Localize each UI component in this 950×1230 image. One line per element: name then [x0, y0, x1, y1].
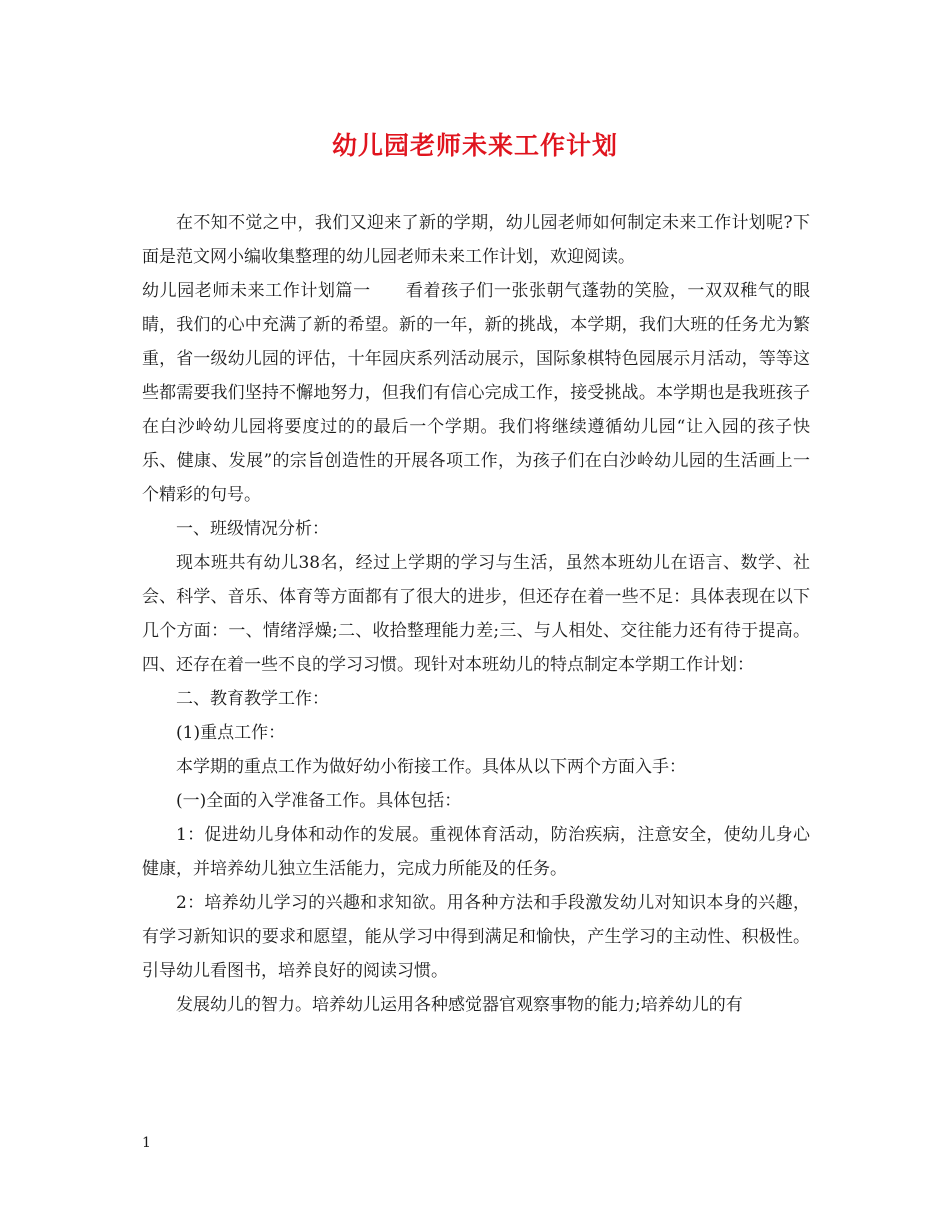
- page-number: 1: [142, 1135, 151, 1151]
- paragraph-plan-one: 幼儿园老师未来工作计划篇一 看着孩子们一张张朝气蓬勃的笑脸，一双双稚气的眼睛，我们的心中充满了新的希望。新的一年，新的挑战，本学期，我们大班的任务尤为繁重，省一级幼儿园的评估，十年园庆系列活动展示，国际象棋特色园展示月活动，等等这些都需要我们坚持不懈地努力，但我们有信心完成工作，接受挑战。本学期也是我班孩子在白沙岭幼儿园将要度过的的最后一个学期。我们将继续遵循幼儿园“让入园的孩子快乐、健康、发展”的宗旨创造性的开展各项工作，为孩子们在白沙岭幼儿园的生活画上一个精彩的句号。: [142, 281, 810, 505]
- paragraph-intelligence: 发展幼儿的智力。培养幼儿运用各种感觉器官观察事物的能力;培养幼儿的有: [176, 995, 743, 1015]
- heading-key-work: (1)重点工作：: [176, 723, 286, 743]
- list-item: 2：培养幼儿学习的兴趣和求知欲。用各种方法和手段激发幼儿对知识本身的兴趣，有学习新知识的要求和愿望，能从学习中得到满足和愉快，产生学习的主动性、积极性。引导幼儿看图书，培养良好的阅读习惯。: [142, 893, 810, 981]
- paragraph-key-work: 本学期的重点工作为做好幼小衔接工作。具体从以下两个方面入手：: [176, 757, 686, 777]
- heading-class-analysis: 一、班级情况分析：: [176, 519, 329, 539]
- heading-teaching-work: 二、教育教学工作：: [176, 689, 329, 709]
- list-item: 1：促进幼儿身体和动作的发展。重视体育活动，防治疾病，注意安全，使幼儿身心健康，并培养幼儿独立生活能力，完成力所能及的任务。: [142, 825, 810, 879]
- document-body: [142, 206, 810, 1022]
- paragraph-class-analysis: 现本班共有幼儿38名，经过上学期的学习与生活，虽然本班幼儿在语言、数学、社会、科学、音乐、体育等方面都有了很大的进步，但还存在着一些不足：具体表现在以下几个方面：一、情绪浮燥;二、收拾整理能力差;三、与人相处、交往能力还有待于提高。四、还存在着一些不良的学习习惯。现针对本班幼儿的特点制定本学期工作计划：: [142, 553, 810, 675]
- document-title: 幼儿园老师未来工作计划: [331, 131, 618, 160]
- heading-school-preparation: (一)全面的入学准备工作。具体包括：: [176, 791, 462, 811]
- paragraph-intro: 在不知不觉之中，我们又迎来了新的学期，幼儿园老师如何制定未来工作计划呢?下面是范文网小编收集整理的幼儿园老师未来工作计划，欢迎阅读。: [142, 213, 810, 267]
